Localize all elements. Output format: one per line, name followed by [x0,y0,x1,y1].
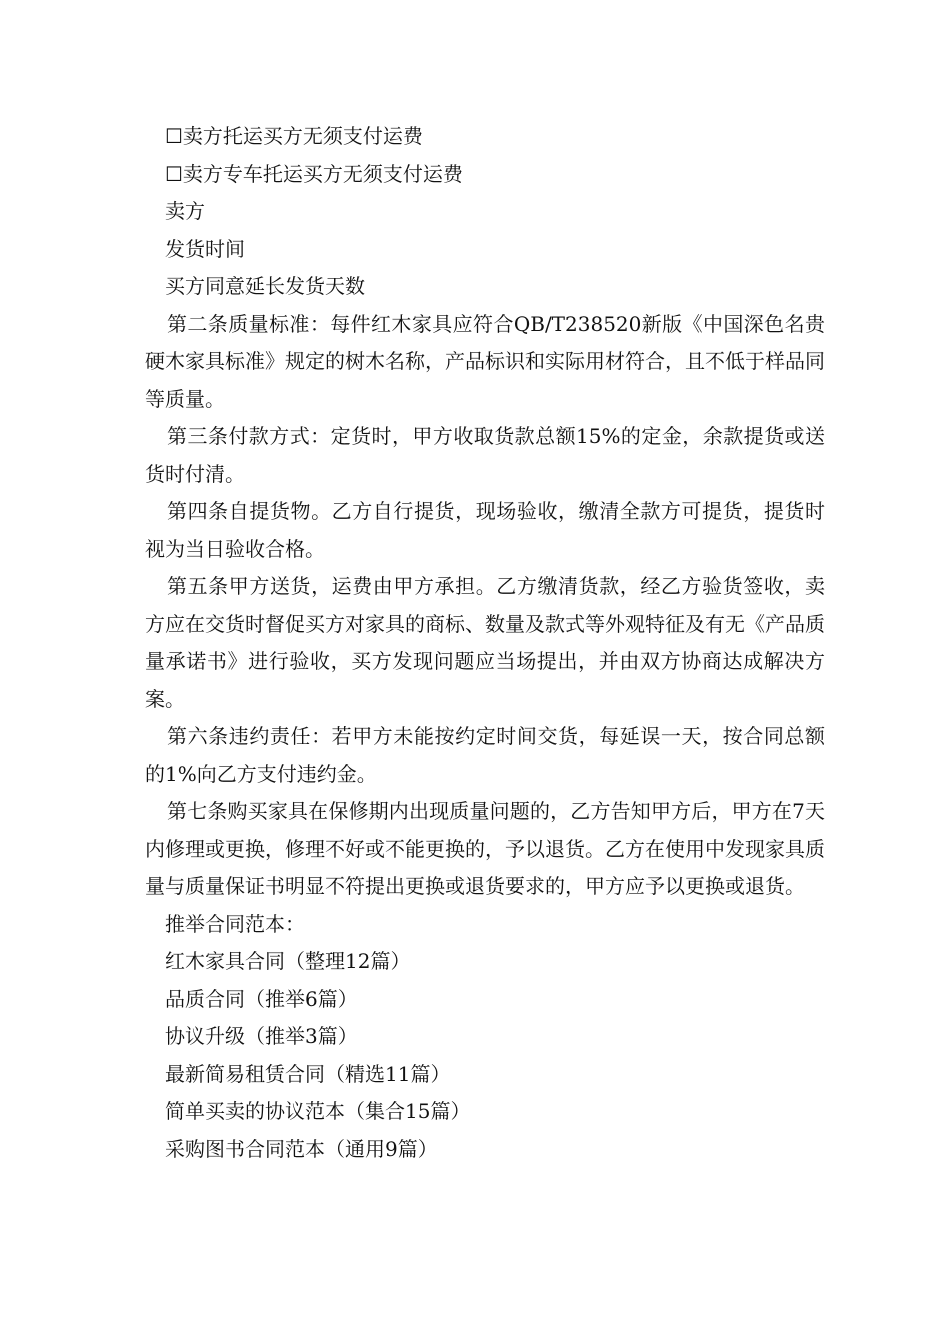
recommend-heading: 推举合同范本： [165,911,305,936]
shipping-option-seller-ship: ☐卖方托运买方无须支付运费 [165,124,423,148]
recommend-item[interactable]: 最新简易租赁合同（精选11篇） [165,1061,451,1086]
recommend-item[interactable]: 品质合同（推举6篇） [165,986,358,1011]
clause-3-payment: 第三条付款方式：定货时，甲方收取货款总额15%的定金，余款提货或送货时付清。 [145,424,825,486]
field-extension-days: 买方同意延长发货天数 [165,274,365,298]
recommend-item[interactable]: 协议升级（推举3篇） [165,1024,358,1048]
clause-6-liability: 第六条违约责任：若甲方未能按约定时间交货，每延误一天，按合同总额的1%向乙方支付违约金。 [145,724,825,786]
shipping-option-seller-truck: ☐卖方专车托运买方无须支付运费 [165,161,463,186]
clause-5-delivery: 第五条甲方送货，运费由甲方承担。乙方缴清货款，经乙方验货签收，卖方应在交货时督促买方对家具的商标、数量及款式等外观特征及有无《产品质量承诺书》进行验收，买方发现问题应当场提出，并由双方协商达成解决方案。 [145,574,825,711]
recommend-item[interactable]: 红木家具合同（整理12篇） [165,949,411,973]
clause-7-warranty: 第七条购买家具在保修期内出现质量问题的，乙方告知甲方后，甲方在7天内修理或更换，修理不好或不能更换的，予以退货。乙方在使用中发现家具质量与质量保证书明显不符提出更换或退货要求的，甲方应予以更换或退货。 [145,799,825,898]
document-body [145,118,825,1168]
field-seller: 卖方 [165,199,205,223]
clause-4-pickup: 第四条自提货物。乙方自行提货，现场验收，缴清全款方可提货，提货时视为当日验收合格。 [145,499,825,561]
field-ship-time: 发货时间 [165,236,245,261]
recommend-item[interactable]: 采购图书合同范本（通用9篇） [165,1136,438,1161]
recommend-item[interactable]: 简单买卖的协议范本（集合15篇） [165,1099,471,1123]
clause-2-quality: 第二条质量标准：每件红木家具应符合QB/T238520新版《中国深色名贵硬木家具标准》规定的树木名称，产品标识和实际用材符合，且不低于样品同等质量。 [145,311,825,411]
